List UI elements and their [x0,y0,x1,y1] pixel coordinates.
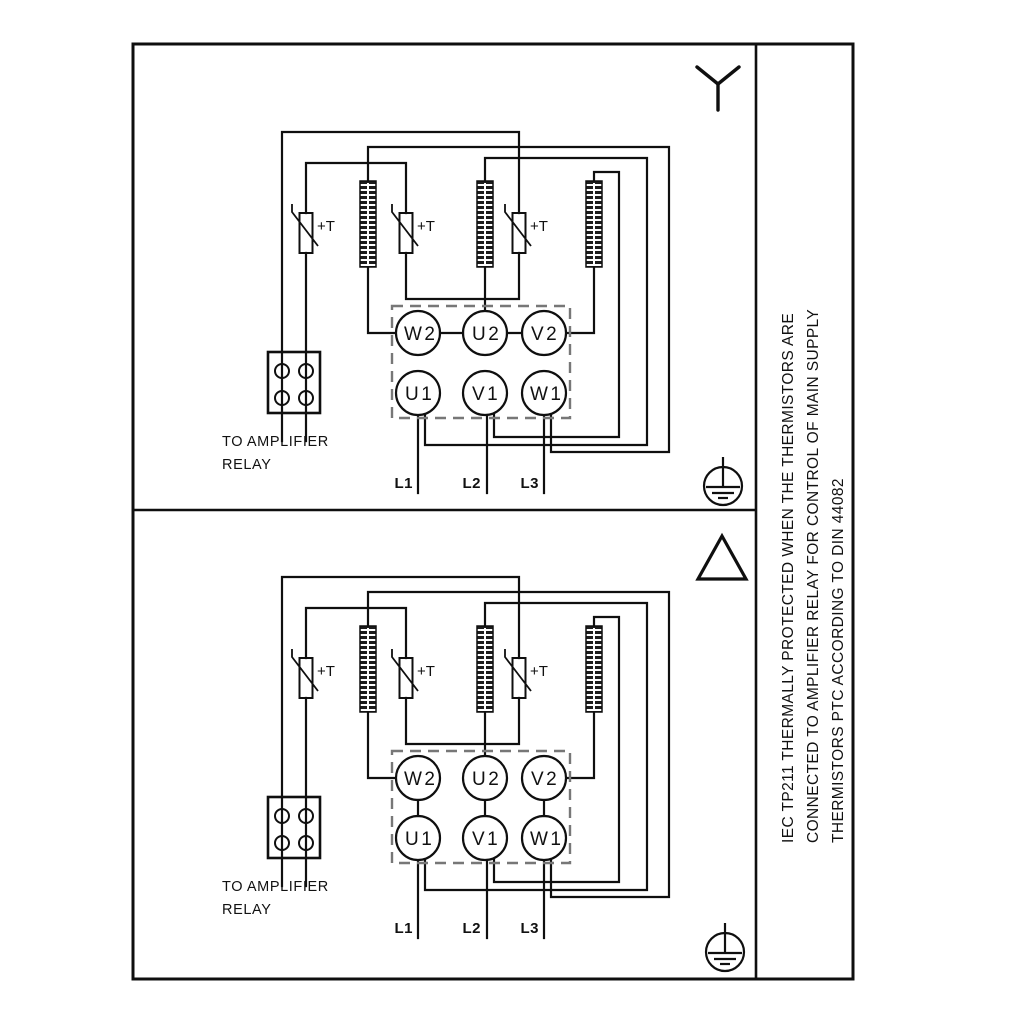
delta-triangle-icon [698,536,746,579]
delta-terminal-links [418,800,544,816]
side-note-line2: CONNECTED TO AMPLIFIER RELAY FOR CONTROL OF MAIN SUPPLY [805,308,822,843]
delta-panel-ground-icon [706,923,744,971]
wye-star-icon [697,67,739,110]
star-panel-ground-icon [704,457,742,505]
star-panel-wiring [222,132,669,493]
side-note [780,309,847,843]
side-note-line3: THERMISTORS PTC ACCORDING TO DIN 44082 [830,478,847,843]
side-note-line1: IEC TP211 THERMALLY PROTECTED WHEN THE THERMISTORS ARE [780,312,797,843]
delta-panel-wiring [222,577,669,938]
